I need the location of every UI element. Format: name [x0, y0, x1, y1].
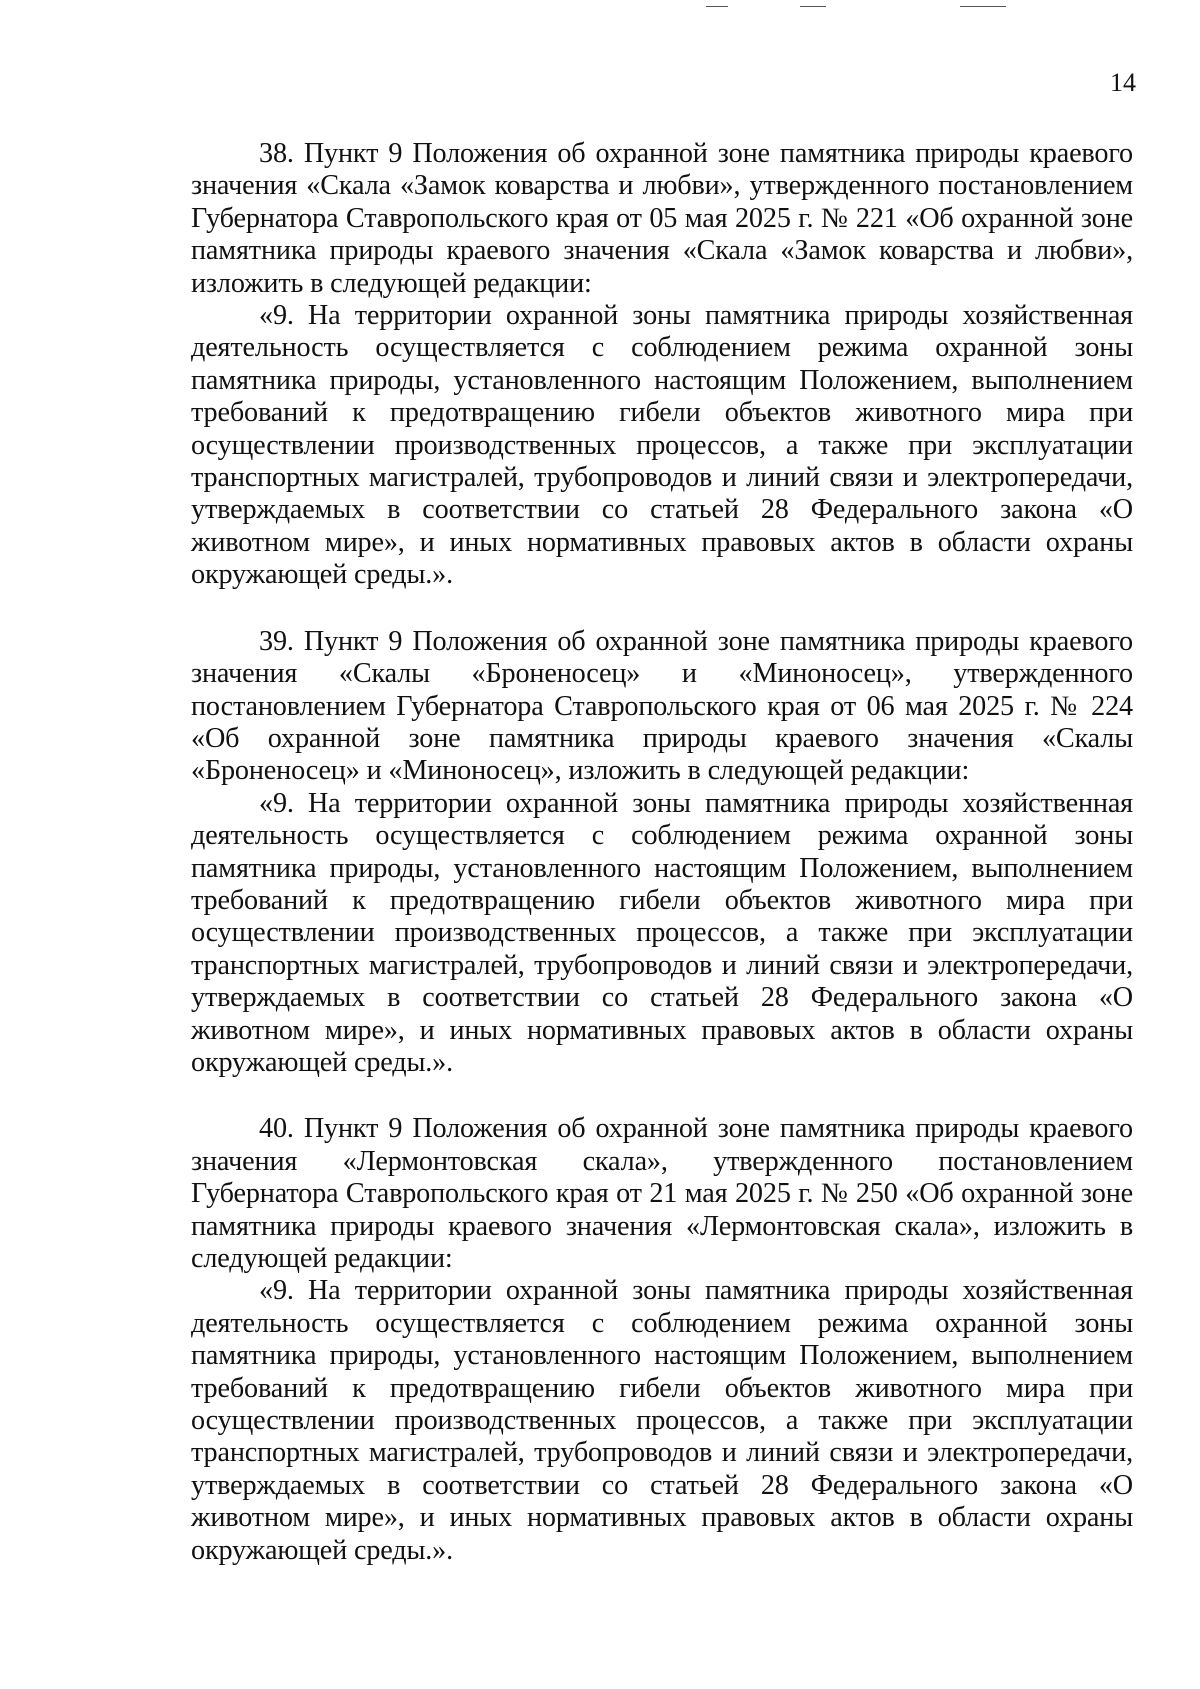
top-edge-marks [0, 6, 1200, 10]
clause-quote: «9. На территории охранной зоны памятника природы хозяйственная деятельность осуществляется с соблюдением режима охранной зоны памятника природы, установленного настоящим Положением, выполнением требований к предотвращению гибели объектов животного мира при осуществлении производственных процессов, а также при эксплуатации транспортных магистралей, трубопроводов и линий связи и электропередачи, утверждаемых в соответствии со статьей 28 Федерального закона «О животном мире», и иных нормативных правовых актов в области охраны окружающей среды.». [191, 787, 1133, 1078]
clause-40 [191, 1113, 1133, 1567]
clause-intro: 40. Пункт 9 Положения об охранной зоне памятника природы краевого значения «Лермонтовская скала», утвержденного постановлением Губернатора Ставропольского края от 21 мая 2025 г. № 250 «Об охранной зоне памятника природы краевого значения «Лермонтовская скала», изложить в следующей редакции: [191, 1113, 1133, 1274]
clause-quote: «9. На территории охранной зоны памятника природы хозяйственная деятельность осуществляется с соблюдением режима охранной зоны памятника природы, установленного настоящим Положением, выполнением требований к предотвращению гибели объектов животного мира при осуществлении производственных процессов, а также при эксплуатации транспортных магистралей, трубопроводов и линий связи и электропередачи, утверждаемых в соответствии со статьей 28 Федерального закона «О животном мире», и иных нормативных правовых актов в области охраны окружающей среды.». [191, 1275, 1133, 1566]
page-number: 14 [1110, 68, 1136, 97]
clause-intro: 38. Пункт 9 Положения об охранной зоне памятника природы краевого значения «Скала «Замок коварства и любви», утвержденного постановлением Губернатора Ставропольского края от 05 мая 2025 г. № 221 «Об охранной зоне памятника природы краевого значения «Скала «Замок коварства и любви», изложить в следующей редакции: [191, 138, 1133, 299]
clause-quote: «9. На территории охранной зоны памятника природы хозяйственная деятельность осуществляется с соблюдением режима охранной зоны памятника природы, установленного настоящим Положением, выполнением требований к предотвращению гибели объектов животного мира при осуществлении производственных процессов, а также при эксплуатации транспортных магистралей, трубопроводов и линий связи и электропередачи, утверждаемых в соответствии со статьей 28 Федерального закона «О животном мире», и иных нормативных правовых актов в области охраны окружающей среды.». [191, 300, 1133, 591]
document-body [191, 138, 1133, 1601]
clause-39 [191, 626, 1133, 1080]
clause-intro: 39. Пункт 9 Положения об охранной зоне памятника природы краевого значения «Скалы «Броненосец» и «Миноносец», утвержденного постановлением Губернатора Ставропольского края от 06 мая 2025 г. № 224 «Об охранной зоне памятника природы краевого значения «Скалы «Броненосец» и «Миноносец», изложить в следующей редакции: [191, 625, 1133, 787]
clause-38 [191, 138, 1133, 592]
